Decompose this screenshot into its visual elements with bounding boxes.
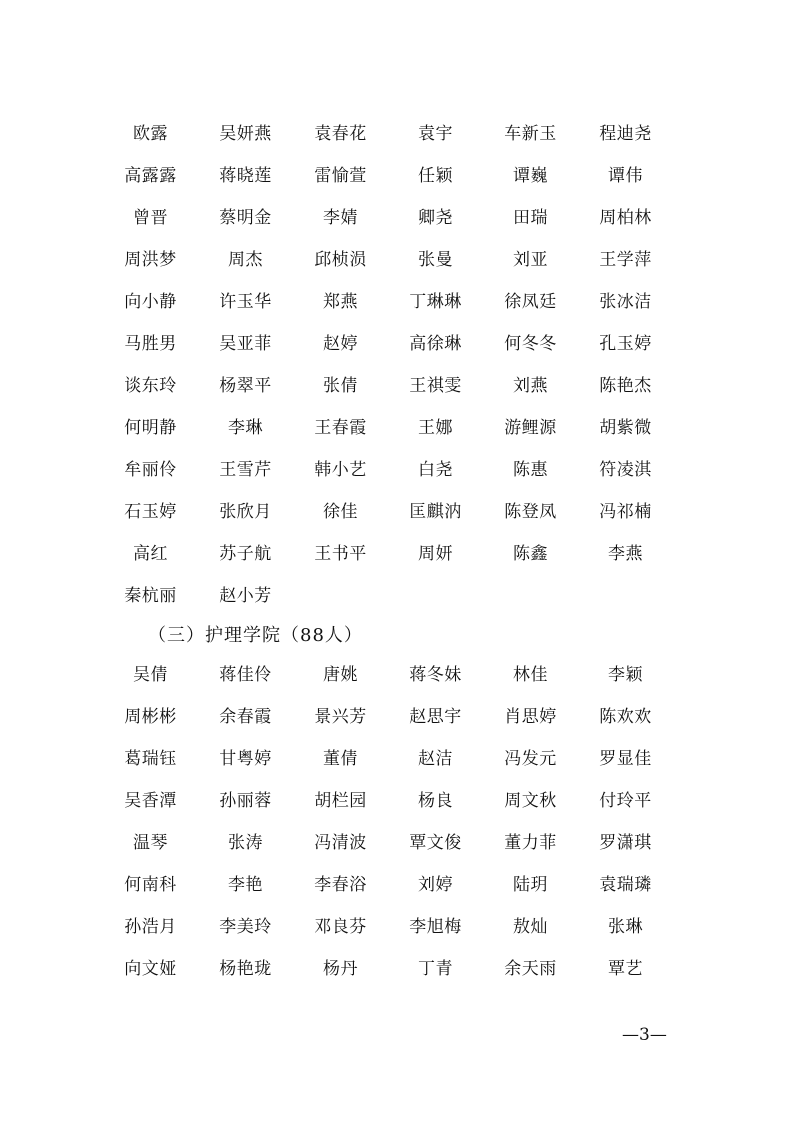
name-entry: 肖思婷 <box>504 707 557 727</box>
name-entry: 杨良 <box>418 791 453 811</box>
name-entry: 敖灿 <box>513 917 548 937</box>
name-entry: 高红 <box>133 544 168 564</box>
name-entry: 林佳 <box>513 665 548 685</box>
name-entry: 程迪尧 <box>599 124 652 144</box>
name-entry: 符凌淇 <box>599 460 652 480</box>
page-number: —3— <box>622 1025 667 1045</box>
name-entry: 蒋冬妹 <box>409 665 462 685</box>
name-entry: 高露露 <box>124 166 177 186</box>
name-entry: 王祺雯 <box>409 376 462 396</box>
name-entry: 冯祁楠 <box>599 502 652 522</box>
name-entry: 高徐琳 <box>409 334 462 354</box>
name-entry: 杨艳珑 <box>219 959 272 979</box>
name-entry: 李婧 <box>323 208 358 228</box>
name-entry: 董力菲 <box>504 833 557 853</box>
section-heading-nursing-college: （三）护理学院（88人） <box>148 625 363 646</box>
name-entry: 邓良芬 <box>314 917 367 937</box>
name-entry: 周彬彬 <box>124 707 177 727</box>
name-entry: 李琳 <box>228 418 263 438</box>
name-entry: 王娜 <box>418 418 453 438</box>
name-entry: 刘燕 <box>513 376 548 396</box>
name-entry: 景兴芳 <box>314 707 367 727</box>
name-entry: 吴妍燕 <box>219 124 272 144</box>
name-entry: 张冰洁 <box>599 292 652 312</box>
name-entry: 蒋晓莲 <box>219 166 272 186</box>
name-entry: 向文娅 <box>124 959 177 979</box>
name-entry: 车新玉 <box>504 124 557 144</box>
name-entry: 赵洁 <box>418 749 453 769</box>
name-entry: 谈东玲 <box>124 376 177 396</box>
name-entry: 张琳 <box>608 917 643 937</box>
name-entry: 李旭梅 <box>409 917 462 937</box>
name-entry: 刘亚 <box>513 250 548 270</box>
name-entry: 张倩 <box>323 376 358 396</box>
name-entry: 谭伟 <box>608 166 643 186</box>
name-entry: 付玲平 <box>599 791 652 811</box>
name-entry: 袁宇 <box>418 124 453 144</box>
name-entry: 马胜男 <box>124 334 177 354</box>
name-entry: 徐佳 <box>323 502 358 522</box>
name-entry: 何明静 <box>124 418 177 438</box>
name-entry: 杨丹 <box>323 959 358 979</box>
name-entry: 孙丽蓉 <box>219 791 272 811</box>
name-entry: 王春霞 <box>314 418 367 438</box>
name-entry: 罗潇琪 <box>599 833 652 853</box>
name-entry: 匡麒汭 <box>409 502 462 522</box>
name-entry: 牟丽伶 <box>124 460 177 480</box>
name-entry: 曾晋 <box>133 208 168 228</box>
name-entry: 苏子航 <box>219 544 272 564</box>
name-entry: 白尧 <box>418 460 453 480</box>
name-entry: 李颖 <box>608 665 643 685</box>
name-entry: 吴香潭 <box>124 791 177 811</box>
name-entry: 雷愉萱 <box>314 166 367 186</box>
name-entry: 李美玲 <box>219 917 272 937</box>
name-entry: 陈艳杰 <box>599 376 652 396</box>
name-entry: 杨翠平 <box>219 376 272 396</box>
name-entry: 卿尧 <box>418 208 453 228</box>
name-entry: 周柏林 <box>599 208 652 228</box>
name-entry: 何南科 <box>124 875 177 895</box>
name-entry: 秦杭丽 <box>124 586 177 606</box>
name-list-section-1 <box>103 113 703 617</box>
name-entry: 向小静 <box>124 292 177 312</box>
name-entry: 覃艺 <box>608 959 643 979</box>
name-entry: 李春浴 <box>314 875 367 895</box>
name-entry: 赵小芳 <box>219 586 272 606</box>
name-entry: 罗显佳 <box>599 749 652 769</box>
name-entry: 何冬冬 <box>504 334 557 354</box>
name-entry: 丁青 <box>418 959 453 979</box>
name-entry: 陈鑫 <box>513 544 548 564</box>
name-entry: 丁琳琳 <box>409 292 462 312</box>
name-entry: 王学萍 <box>599 250 652 270</box>
name-entry: 余天雨 <box>504 959 557 979</box>
name-entry: 吴倩 <box>133 665 168 685</box>
name-entry: 陈登凤 <box>504 502 557 522</box>
name-entry: 韩小艺 <box>314 460 367 480</box>
name-entry: 王书平 <box>314 544 367 564</box>
name-entry: 覃文俊 <box>409 833 462 853</box>
name-entry: 赵思宇 <box>409 707 462 727</box>
name-entry: 葛瑞钰 <box>124 749 177 769</box>
name-entry: 张欣月 <box>219 502 272 522</box>
name-entry: 邱桢涢 <box>314 250 367 270</box>
name-entry: 温琴 <box>133 833 168 853</box>
name-entry: 李艳 <box>228 875 263 895</box>
name-entry: 郑燕 <box>323 292 358 312</box>
name-entry: 周妍 <box>418 544 453 564</box>
name-entry: 蒋佳伶 <box>219 665 272 685</box>
name-entry: 陈惠 <box>513 460 548 480</box>
name-entry: 任颖 <box>418 166 453 186</box>
name-entry: 欧露 <box>133 124 168 144</box>
name-entry: 石玉婷 <box>124 502 177 522</box>
name-entry: 董倩 <box>323 749 358 769</box>
name-entry: 蔡明金 <box>219 208 272 228</box>
name-entry: 周洪梦 <box>124 250 177 270</box>
name-entry: 胡紫微 <box>599 418 652 438</box>
name-entry: 孙浩月 <box>124 917 177 937</box>
name-entry: 冯发元 <box>504 749 557 769</box>
name-entry: 袁瑞璘 <box>599 875 652 895</box>
name-list-section-2 <box>103 654 703 990</box>
name-entry: 刘婷 <box>418 875 453 895</box>
name-entry: 谭巍 <box>513 166 548 186</box>
name-entry: 徐凤廷 <box>504 292 557 312</box>
name-entry: 田瑞 <box>513 208 548 228</box>
name-entry: 甘粤婷 <box>219 749 272 769</box>
name-entry: 王雪芹 <box>219 460 272 480</box>
name-entry: 胡栏园 <box>314 791 367 811</box>
name-entry: 陈欢欢 <box>599 707 652 727</box>
name-entry: 游鲤源 <box>504 418 557 438</box>
name-entry: 孔玉婷 <box>599 334 652 354</box>
name-entry: 张曼 <box>418 250 453 270</box>
name-entry: 吴亚菲 <box>219 334 272 354</box>
name-entry: 袁春花 <box>314 124 367 144</box>
name-entry: 陆玥 <box>513 875 548 895</box>
name-entry: 唐姚 <box>323 665 358 685</box>
name-entry: 张涛 <box>228 833 263 853</box>
name-entry: 赵婷 <box>323 334 358 354</box>
name-entry: 许玉华 <box>219 292 272 312</box>
name-entry: 冯清波 <box>314 833 367 853</box>
name-entry: 周文秋 <box>504 791 557 811</box>
name-entry: 李燕 <box>608 544 643 564</box>
name-entry: 余春霞 <box>219 707 272 727</box>
name-entry: 周杰 <box>228 250 263 270</box>
